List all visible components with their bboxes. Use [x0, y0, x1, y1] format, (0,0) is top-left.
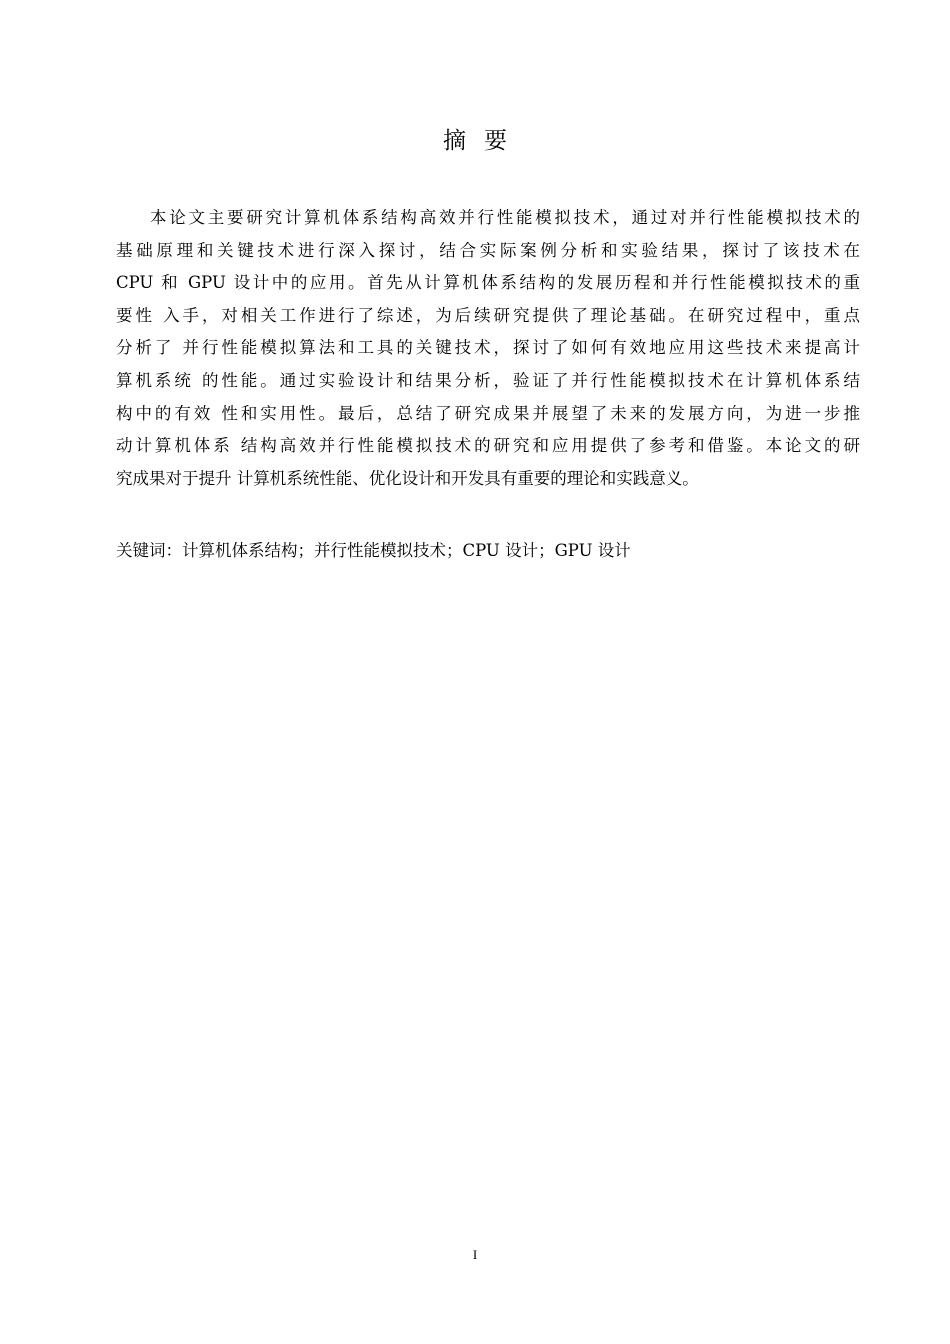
keywords-text: 计算机体系结构；并行性能模拟技术；CPU 设计；GPU 设计: [182, 541, 631, 560]
title-char: 要: [484, 128, 507, 154]
page-number: I: [472, 1247, 478, 1262]
keywords-line: [116, 535, 860, 567]
abstract-line: CPU 和 GPU 设计中的应用。首先从计算机体系结构的发展历程和并行性能模拟技术的重: [116, 273, 860, 293]
abstract-line: 究成果对于提升 计算机系统性能、优化设计和开发具有重要的理论和实践意义。: [116, 468, 699, 488]
abstract-line: 本论文主要研究计算机体系结构高效并行性能模拟技术，通过对并行性能模拟技术的: [150, 208, 860, 227]
abstract-line: 要性 入手，对相关工作进行了综述，为后续研究提供了理论基础。在研究过程中，重点: [116, 305, 860, 325]
title-char: 摘: [443, 128, 466, 154]
keywords-label: 关键词：: [116, 541, 182, 560]
abstract-line: 构中的有效 性和实用性。最后，总结了研究成果并展望了未来的发展方向，为进一步推: [116, 403, 860, 423]
abstract-line: 分析了 并行性能模拟算法和工具的关键技术，探讨了如何有效地应用这些技术来提高计: [116, 338, 860, 358]
abstract-line: 算机系统 的性能。通过实验设计和结果分析，验证了并行性能模拟技术在计算机体系结: [116, 370, 860, 390]
abstract-body: [116, 202, 860, 495]
abstract-line: 基础原理和关键技术进行深入探讨，结合实际案例分析和实验结果，探讨了该技术在: [116, 240, 860, 260]
page-title: [0, 122, 950, 155]
abstract-line: 动计算机体系 结构高效并行性能模拟技术的研究和应用提供了参考和借鉴。本论文的研: [116, 436, 860, 456]
